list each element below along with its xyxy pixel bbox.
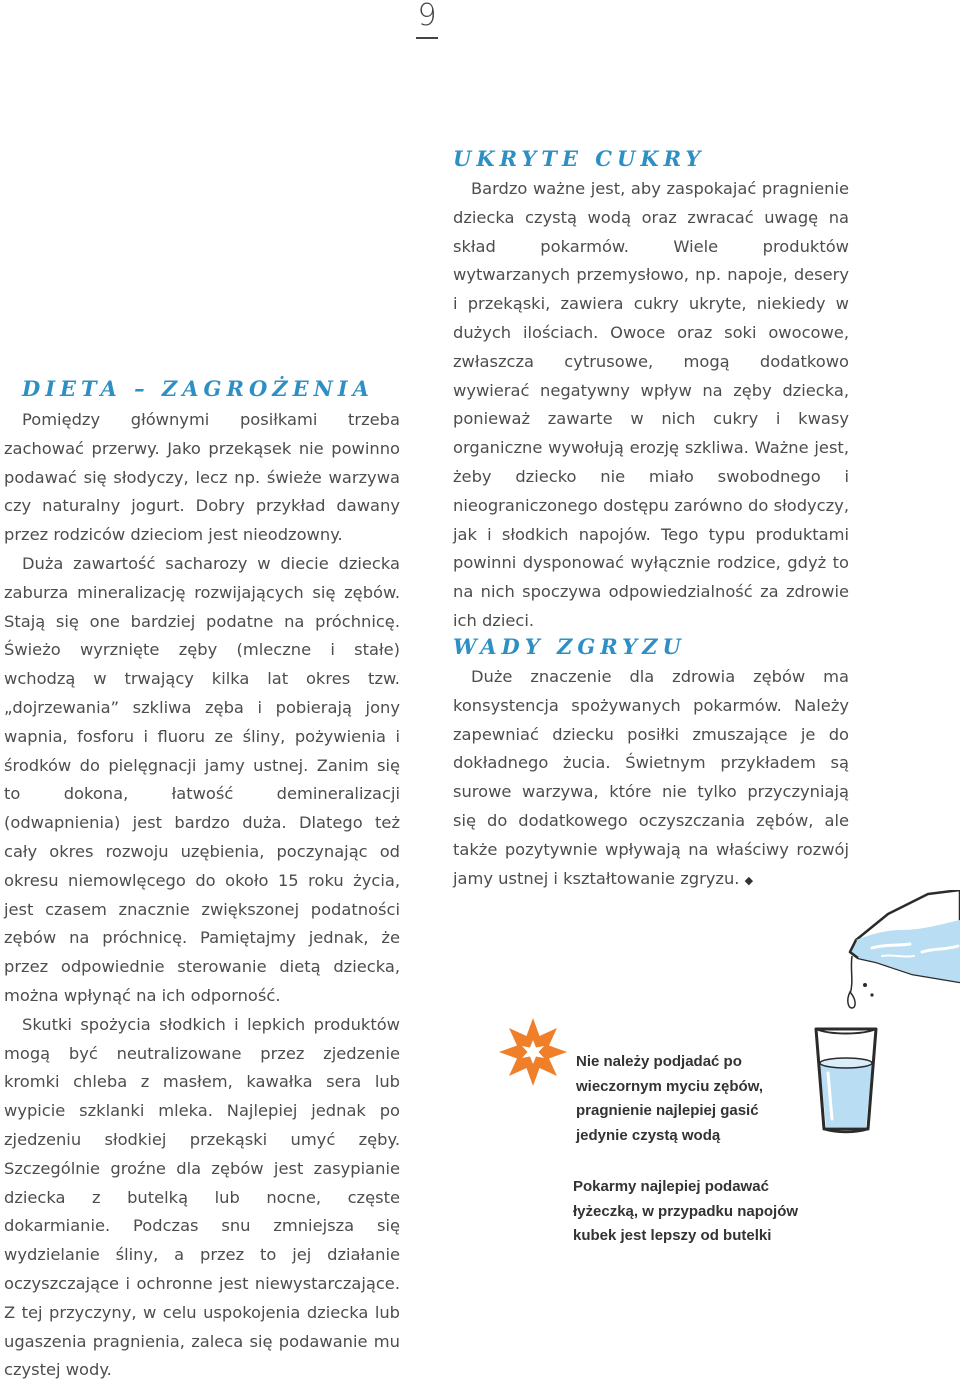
right-paragraph-2 [453,663,849,895]
heading-ukryte-cukry: UKRYTE CUKRY [453,146,706,171]
tip1-line-4: jedynie czystą wodą [576,1126,721,1144]
heading-dieta-zagrozenia: DIETA – ZAGROŻENIA [22,376,374,401]
tip1-line-3: pragnienie najlepiej gasić [576,1102,759,1119]
tip-spoon-and-cup [573,1175,798,1249]
tip2-line-2: łyżeczką, w przypadku napojów [573,1202,799,1220]
left-paragraph-3: Skutki spożycia słodkich i lepkich produktów mogą być neutralizowane przez zjedzenie kromki chleba z masłem, kawałka sera lub wypicie szklanki mleka. Najlepiej jednak po zjedzeniu słodkiej przekąski umyć zęby. Szczególnie groźne dla zębów jest zasypianie dziecka z butelką lub nocne, częste dokarmianie. Podczas snu zmniejsza się wydzielanie śliny, a przez to jej działanie oczyszczające i ochronne jest niewystarczające. Z tej przyczyny, w celu uspokojenia dziecka lub ugaszenia pragnienia, zaleca się podawanie mu czystej wody. [4,1014,400,1380]
right-column-bottom [453,663,849,895]
page-number-rule [416,37,438,39]
tip-water-after-brushing [576,1050,763,1148]
left-paragraph-2: Duża zawartość sacharozy w diecie dziecka zaburza mineralizację rozwijających się zębów. Stają się one bardziej podatne na próchnicę. Świeżo wyrznięte zęby (mleczne i stałe) wchodzą w trwający kilka lat okres tzw. „dojrzewania” szkliwa zęba i pobierają jony wapnia, fosforu i fluoru ze śliny, pożywienia i środków do pielęgnacji jamy ustnej. Zanim się to dokona, łatwość demineralizacji (odwapnienia) jest bardzo duża. Dlatego też cały okres rozwoju uzębienia, poczynając od okresu niemowlęcego do około 15 roku życia, jest czasem znacznie zwiększonej podatności zębów na próchnicę. Pamiętajmy jednak, że przez odpowiednie sterowanie dietą dziecka, można wpłynąć na ich odporność. [4,553,400,1005]
water-jug-icon [842,890,960,1015]
left-paragraph-1: Pomiędzy głównymi posiłkami trzeba zachować przerwy. Jako przekąsek nie powinno podawać się słodyczy, lecz np. świeże warzywa czy naturalny jogurt. Dobry przykład dawany przez rodziców dzieciom jest nieodzowny. [4,410,400,545]
right-paragraph-2-text: Duże znaczenie dla zdrowia zębów ma konsystencja spożywanych pokarmów. Należy zapewniać dziecku posiłki zmuszające je do dokładnego żucia. Świetnym przykładem są surowe warzywa, które nie tylko przyczyniają się do dodatkowego oczyszczania zębów, ale także pozytywnie wpływają na właściwy rozwój jamy ustnej i kształtowanie zgryzu. [453,667,849,888]
tip1-line-1: Nie należy podjadać po [576,1053,742,1070]
left-column [4,406,400,1385]
tip1-line-2: wieczornym myciu zębów, [576,1077,763,1095]
right-paragraph-1: Bardzo ważne jest, aby zaspokajać pragnienie dziecka czystą wodą oraz zwracać uwagę na skład pokarmów. Wiele produktów wytwarzanych przemysłowo, np. napoje, desery i przekąski, zawiera cukry ukryte, niekiedy w dużych ilościach. Owoce oraz soki owocowe, zwłaszcza cytrusowe, mogą dodatkowo wywierać negatywny wpływ na zęby dziecka, ponieważ zawarte w nich cukry i kwasy organiczne wywołują erozję szkliwa. Ważne jest, żeby dziecko nie miało swobodnego i nieograniczonego dostępu zarówno do słodyczy, jak i słodkich napojów. Tego typu produktami powinni dysponować wyłącznie rodzice, gdyż to na nich spoczywa odpowiedzialność za zdrowie ich dzieci. [453,179,849,630]
water-glass-icon [806,1015,886,1135]
end-diamond-icon: ◆ [744,873,754,887]
page-number: 9 [417,0,437,33]
orange-star-icon [497,1016,569,1088]
tip2-line-3: kubek jest lepszy od butelki [573,1227,772,1244]
tip2-line-1: Pokarmy najlepiej podawać [573,1178,769,1195]
right-column-top [453,175,849,636]
heading-wady-zgryzu: WADY ZGRYZU [453,634,686,659]
